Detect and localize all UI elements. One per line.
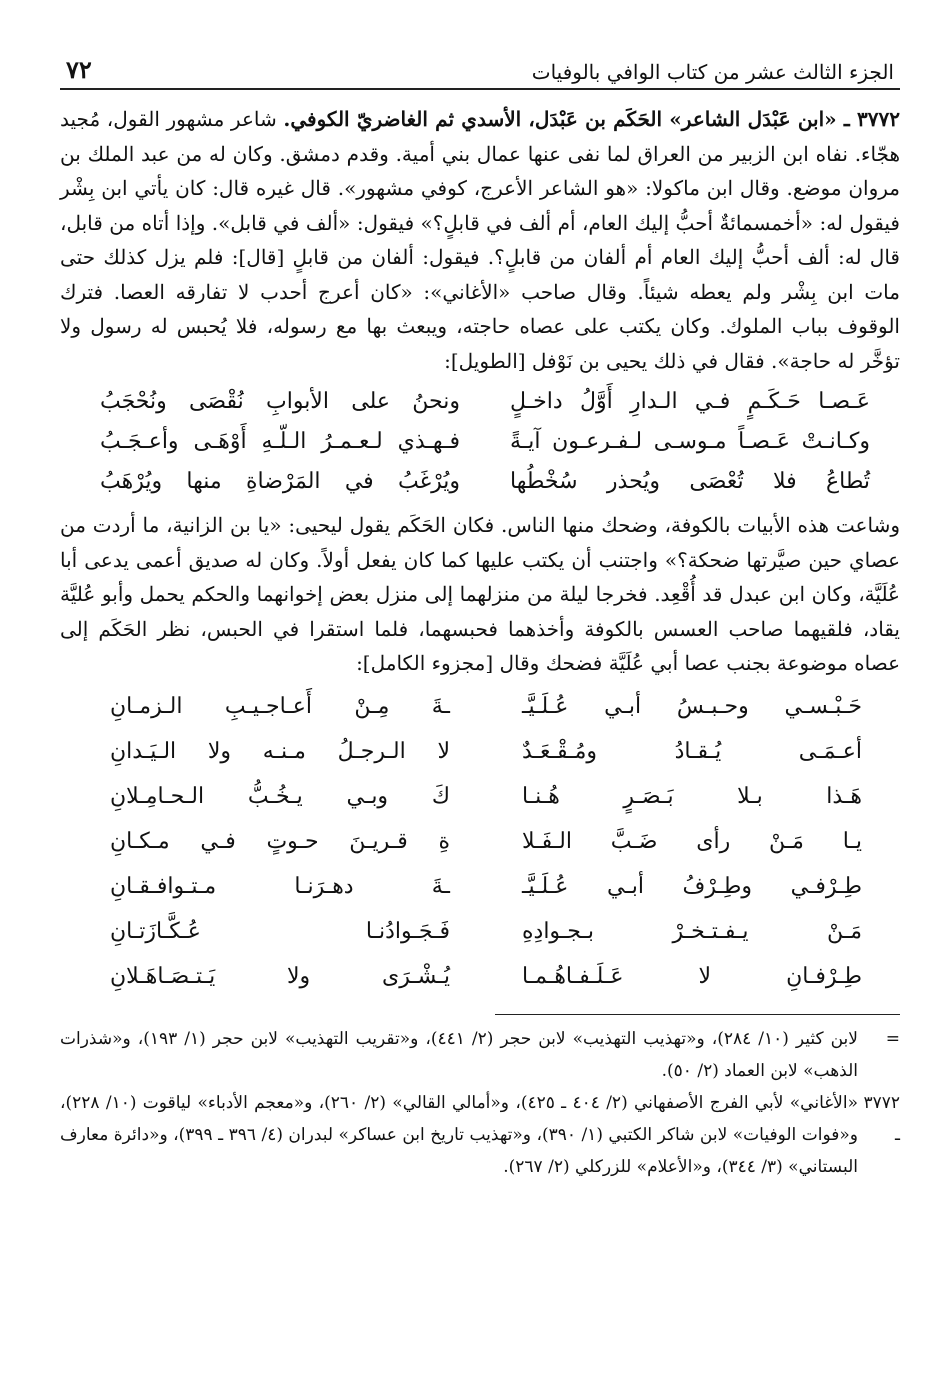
verse-line [60,462,900,502]
verse-second-hemistich: يُـشْـرَى ولا يَـتـصَـاهَـلانِ [110,963,450,989]
verse-line [60,820,900,865]
entry-heading: ٣٧٧٢ ـ «ابن عَبْدَل الشاعر» الحَكَم بن عَبْدَل، الأسدي ثم الغاضريّ الكوفي. [283,107,900,131]
verse-first-hemistich: حَـبْـسـي وحـبـسُ أبـي عُـلَـيَّـ [522,693,862,719]
footnote-line: «الأغاني» لأبي الفرج الأصفهاني (٢/ ٤٠٤ ـ ٤٢٥)، و«أمالي القالي» (٢/ ٢٦٠)، و«معجم الأدباء» لياقوت (١٠/ ٢٢٨)، و«فوات الوفيات» لابن شاكر الكتبي (١/ ٣٩٠)، و«تهذيب تاريخ ابن عساكر» لبدران (٤/ ٣٩٦ ـ ٣٩٩)، و«دائرة معارف البستاني» (٣/ ٣٤٤)، و«الأعلام» للزركلي (٢/ ٢٦٧). [60,1092,858,1177]
footnote-marker: = [885,1028,900,1049]
footnote-text [60,1023,858,1087]
verse-second-hemistich: لا الـرجـلُ مـنـه ولا الـيَـدانِ [110,738,450,764]
footnote [60,1023,900,1087]
verse-first-hemistich: تُطاعُ فلا تُعْصَى ويُحذر سُخْطُها [510,468,870,494]
verse-second-hemistich: فَـجَـوادُنـا عُـكَّـازَتـانِ [110,918,450,944]
footnote-line: لابن كثير (١٠/ ٢٨٤)، و«تهذيب التهذيب» لابن حجر (٢/ ٤٤١)، و«تقريب التهذيب» لابن حجر (١/ ١٩٣)، و«شذرات الذهب» لابن العماد (٢/ ٥٠). [60,1028,858,1081]
entry-paragraph-1 [60,102,900,378]
verse-second-hemistich: ويُرْغَبُ في المَرْضاةِ منها ويُرْهَبُ [100,468,460,494]
footnotes [60,1023,900,1183]
verse-first-hemistich: وكـانـتْ عَـصـاً مـوسـى لـفـرعـون آيـةً [510,428,870,454]
book-page [60,38,900,1183]
poem-kamil [60,685,900,1000]
verse-second-hemistich: كَ وبـي يـخُـبُّ الـحـامِـلانِ [110,783,450,809]
verse-line [60,730,900,775]
verse-first-hemistich: طِـرْفـانِ لا عَـلَـفـاهُـمـا [522,963,862,989]
verse-line [60,685,900,730]
verse-second-hemistich: ةِ قـريـنَ حـوتٍ فـي مـكـانِ [110,828,450,854]
entry-text-1: شاعر مشهور القول، مُجيد هجّاء. نفاه ابن الزبير من العراق لما نفى عنها عمال بني أمية. وقدم دمشق. وكان له من عبد الملك بن مروان موضع. وقال ابن ماكولا: «هو الشاعر الأعرج، كوفي مشهور». قال غيره قال: كان يأتي ابن بِشْر فيقول له: «أخمسمائةٌ أحبُّ إليك العام، أم ألف في قابلٍ؟» فيقول: «ألف في قابل». وإذا أتاه من قابل، قال له: ألف أحبُّ إليك العام أم ألفان من قابلٍ؟. فيقول: ألفان من قابلٍ [قال]: فلم يزل كذلك حتى مات ابن بِشْر ولم يعطه شيئاً. وقال صاحب «الأغاني»: «كان أعرج أحدب لا تفارقه العصا. فترك الوقوف بباب الملوك. وكان يكتب على عصاه حاجته، ويبعث بها مع رسوله، فلا يُحبس له رسول ولا تؤخَّر له حاجة». فقال في ذلك يحيى بن نَوْفل [الطويل]: [60,107,901,373]
footnote-marker: ٣٧٧٢ ـ [863,1092,900,1145]
footnote [60,1087,900,1183]
verse-second-hemistich: ونحنُ على الأبوابِ نُقْصَى ونُحْجَبُ [100,388,460,414]
verse-first-hemistich: يـا مَـنْ رأى ضَـبَّ الـفَـلا [522,828,862,854]
verse-second-hemistich: ـةَ مِـنْ أَعـاجـيـبِ الـزمـانِ [110,693,450,719]
footnote-text [60,1087,858,1183]
entry-paragraph-2: وشاعت هذه الأبيات بالكوفة، وضحك منها الناس. فكان الحَكَم يقول ليحيى: «يا بن الزانية، ما أردت من عصاي حين صيَّرتها ضحكة؟» واجتنب أن يكتب عليها كما كان يفعل أولاً. وكان له صديق أعمى يدعى أبا عُلَيَّة، وكان ابن عبدل قد أُقْعِد. فخرجا ليلة من منزلهما إلى منزل بعض إخوانهما والحكم يحمل وأبو عُليَّة يقاد، فلقيهما صاحب العسس بالكوفة وأخذهما فحبسهما، فلما استقرا في الحبس، نظر الحَكَم إلى عصاه موضوعة بجنب عصا أبي عُلَيَّة فضحك وقال [مجزوء الكامل]: [60,513,900,675]
poem-tawil [60,382,900,502]
page-header [60,38,900,90]
entry-body [60,102,900,1000]
running-title: الجزء الثالث عشر من كتاب الوافي بالوفيات [531,60,894,84]
verse-second-hemistich: فـهـذي لـعـمـرُ الـلّـهِ أَوْهَـى وأعـجَـبُ [100,428,460,454]
verse-line [60,422,900,462]
verse-second-hemistich: ـةَ دهـرَنـا مـتـوافـقـانِ [110,873,450,899]
verse-line [60,382,900,422]
verse-first-hemistich: هَـذا بـلا بَـصَـرٍ هُـنـا [522,783,862,809]
verse-line [60,865,900,910]
footnote-divider [495,1014,900,1015]
verse-first-hemistich: مَـنْ يـفـتـخـرْ بـجـوادِهِ [522,918,862,944]
verse-first-hemistich: طِـرْفـي وطِـرْفُ أبـي عُـلَـيَّـ [522,873,862,899]
verse-first-hemistich: أعـمَـى يُـقـادُ ومُـقْـعَـدٌ [522,738,862,764]
verse-line [60,910,900,955]
verse-first-hemistich: عَـصـا حَـكَـمٍ فـي الـدارِ أَوَّلُ داخـلٍ [510,388,870,414]
verse-line [60,775,900,820]
page-number: ٧٢ [66,55,92,84]
verse-line [60,955,900,1000]
